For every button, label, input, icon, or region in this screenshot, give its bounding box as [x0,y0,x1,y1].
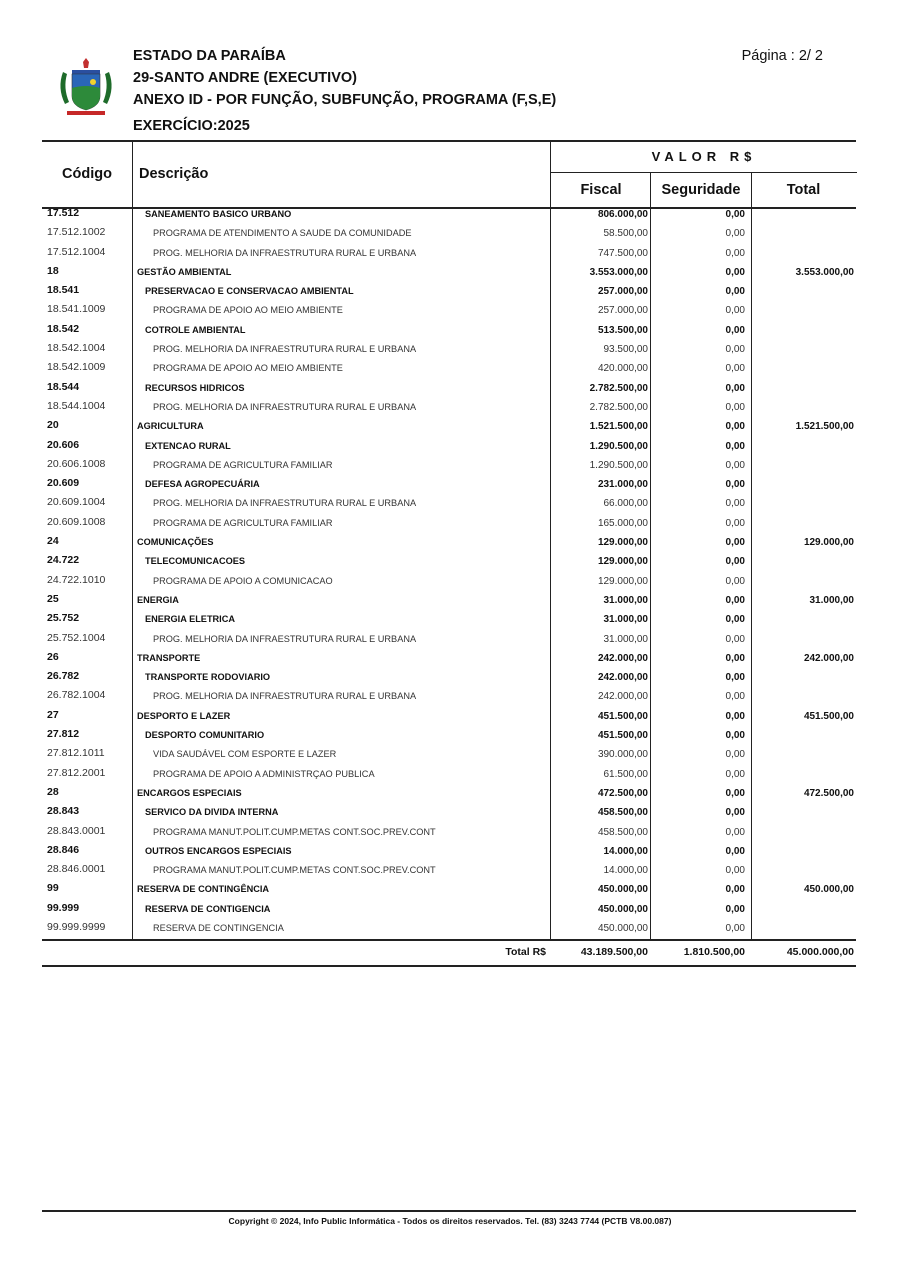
row-codigo: 26 [47,650,59,663]
row-codigo: 20.606 [47,438,80,451]
row-seguridade: 0,00 [725,344,745,356]
table-row [42,745,856,764]
row-seguridade: 0,00 [725,768,745,780]
row-total: 242.000,00 [803,652,854,664]
row-seguridade: 0,00 [725,807,745,819]
row-codigo: 18.541.1009 [47,303,106,316]
row-descricao: ENERGIA [137,594,179,605]
row-seguridade: 0,00 [725,324,745,336]
row-descricao: VIDA SAUDÁVEL COM ESPORTE E LAZER [153,749,337,760]
row-seguridade: 0,00 [725,826,745,838]
row-descricao: RESERVA DE CONTINGENCIA [153,922,284,933]
row-descricao: SANEAMENTO BASICO URBANO [145,209,292,219]
row-seguridade: 0,00 [725,517,745,529]
row-fiscal: 58.500,00 [603,228,648,240]
row-seguridade: 0,00 [725,479,745,491]
coat-of-arms-icon [55,58,117,120]
row-fiscal: 93.500,00 [603,344,648,356]
row-descricao: PROG. MELHORIA DA INFRAESTRUTURA RURAL E URBANA [153,344,417,355]
row-descricao: RECURSOS HIDRICOS [145,382,245,393]
row-seguridade: 0,00 [725,594,745,606]
table-row [42,494,856,513]
row-descricao: OUTROS ENCARGOS ESPECIAIS [145,845,292,856]
row-codigo: 28.846.0001 [47,863,106,876]
row-fiscal: 31.000,00 [603,614,648,626]
row-descricao: ENERGIA ELETRICA [145,614,236,625]
row-seguridade: 0,00 [725,710,745,722]
row-codigo: 20 [47,419,59,432]
row-codigo: 24.722.1010 [47,573,106,586]
table-row [42,456,856,475]
row-descricao: PROGRAMA MANUT.POLIT.CUMP.METAS CONT.SOC.PREV.CONT [153,826,436,837]
table-row [42,823,856,842]
table-row [42,533,856,552]
row-codigo: 18 [47,264,59,277]
table-row [42,687,856,706]
table-header [42,140,856,209]
report-title: ANEXO ID - POR FUNÇÃO, SUBFUNÇÃO, PROGRAMA (F,S,E) [133,92,557,108]
table-row [42,707,856,726]
table-row [42,379,856,398]
totals-total: 45.000.000,00 [786,946,854,958]
row-codigo: 17.512.1004 [47,245,106,258]
table-row [42,668,856,687]
row-fiscal: 1.290.500,00 [589,440,648,452]
row-descricao: DESPORTO E LAZER [137,710,231,721]
row-seguridade: 0,00 [725,401,745,413]
row-codigo: 26.782.1004 [47,689,106,702]
row-seguridade: 0,00 [725,459,745,471]
row-descricao: PROGRAMA DE ATENDIMENTO A SAUDE DA COMUNIDADE [153,228,412,239]
row-fiscal: 1.521.500,00 [589,421,648,433]
table-row [42,861,856,880]
row-fiscal: 458.500,00 [597,807,648,819]
table-row [42,321,856,340]
table-row [42,359,856,378]
table-row [42,649,856,668]
row-descricao: PROGRAMA MANUT.POLIT.CUMP.METAS CONT.SOC.PREV.CONT [153,865,436,876]
row-codigo: 17.512 [47,207,80,219]
row-descricao: DESPORTO COMUNITARIO [145,730,265,741]
row-seguridade: 0,00 [725,749,745,761]
row-fiscal: 129.000,00 [597,537,648,549]
row-seguridade: 0,00 [725,672,745,684]
column-group-valor: VALOR R$ [550,142,857,173]
row-codigo: 27 [47,708,59,721]
row-descricao: COMUNICAÇÕES [137,537,214,548]
row-seguridade: 0,00 [725,903,745,915]
totals-fiscal: 43.189.500,00 [580,946,648,958]
row-descricao: COTROLE AMBIENTAL [145,324,246,335]
row-fiscal: 129.000,00 [597,575,648,587]
totals-row [42,939,856,967]
row-codigo: 18.542 [47,322,80,335]
row-codigo: 18.544 [47,380,80,393]
table-row [42,514,856,533]
column-header-total: Total [786,182,821,198]
row-seguridade: 0,00 [725,575,745,587]
row-seguridade: 0,00 [725,884,745,896]
row-seguridade: 0,00 [725,922,745,934]
row-seguridade: 0,00 [725,266,745,278]
row-descricao: AGRICULTURA [137,421,204,432]
footer-copyright: Copyright © 2024, Info Public Informática - Todos os direitos reservados. Tel. (83) 3243 7744 (PCTB V8.00.087) [228,1216,672,1226]
row-codigo: 99.999 [47,901,80,914]
row-seguridade: 0,00 [725,537,745,549]
totals-label: Total R$ [505,946,546,958]
row-descricao: ENCARGOS ESPECIAIS [137,787,242,798]
row-descricao: PROGRAMA DE APOIO AO MEIO AMBIENTE [153,363,343,374]
row-codigo: 28 [47,785,59,798]
table-body [42,205,856,938]
row-fiscal: 420.000,00 [597,363,648,375]
row-fiscal: 2.782.500,00 [589,382,648,394]
row-seguridade: 0,00 [725,691,745,703]
row-total: 31.000,00 [809,594,854,606]
column-header-seguridade: Seguridade [650,173,752,207]
row-seguridade: 0,00 [725,209,745,220]
row-seguridade: 0,00 [725,633,745,645]
row-fiscal: 242.000,00 [597,672,648,684]
table-row [42,591,856,610]
row-seguridade: 0,00 [725,556,745,568]
table-row [42,610,856,629]
table-row [42,282,856,301]
row-codigo: 18.541 [47,284,80,297]
row-descricao: PROGRAMA DE AGRICULTURA FAMILIAR [153,459,333,470]
row-seguridade: 0,00 [725,382,745,394]
table-row [42,919,856,938]
row-descricao: SERVICO DA DIVIDA INTERNA [145,807,279,818]
row-codigo: 25.752.1004 [47,631,106,644]
table-row [42,572,856,591]
table-row [42,205,856,224]
row-codigo: 17.512.1002 [47,226,106,239]
table-row [42,784,856,803]
row-descricao: PROGRAMA DE APOIO AO MEIO AMBIENTE [153,305,343,316]
fiscal-year: EXERCÍCIO:2025 [133,118,250,134]
entity-title: 29-SANTO ANDRE (EXECUTIVO) [133,70,357,86]
column-header-codigo: Código [42,142,133,207]
table-row [42,880,856,899]
row-codigo: 26.782 [47,670,80,683]
table-row [42,224,856,243]
row-seguridade: 0,00 [725,305,745,317]
row-codigo: 20.609.1008 [47,515,106,528]
row-codigo: 99.999.9999 [47,920,106,933]
row-fiscal: 2.782.500,00 [589,401,648,413]
row-fiscal: 472.500,00 [597,787,648,799]
row-fiscal: 390.000,00 [597,749,648,761]
row-total: 3.553.000,00 [795,266,854,278]
table-row [42,398,856,417]
state-title: ESTADO DA PARAÍBA [133,48,286,64]
row-codigo: 24.722 [47,554,80,567]
row-seguridade: 0,00 [725,614,745,626]
table-row [42,726,856,745]
row-codigo: 28.843 [47,805,80,818]
row-descricao: EXTENCAO RURAL [145,440,231,451]
row-descricao: PROG. MELHORIA DA INFRAESTRUTURA RURAL E URBANA [153,401,417,412]
row-descricao: DEFESA AGROPECUÁRIA [145,479,260,490]
table-row [42,552,856,571]
row-codigo: 18.542.1004 [47,342,106,355]
row-fiscal: 806.000,00 [597,209,648,220]
row-total: 1.521.500,00 [795,421,854,433]
row-fiscal: 61.500,00 [603,768,648,780]
row-fiscal: 747.500,00 [597,247,648,259]
table-row [42,900,856,919]
table-row [42,475,856,494]
row-codigo: 27.812 [47,728,80,741]
table-row [42,803,856,822]
row-fiscal: 231.000,00 [597,479,648,491]
row-fiscal: 14.000,00 [603,865,648,877]
row-descricao: PROG. MELHORIA DA INFRAESTRUTURA RURAL E URBANA [153,247,417,258]
row-codigo: 99 [47,882,59,895]
table-row [42,765,856,784]
row-descricao: PROG. MELHORIA DA INFRAESTRUTURA RURAL E URBANA [153,691,417,702]
row-fiscal: 14.000,00 [603,845,648,857]
row-codigo: 24 [47,535,59,548]
row-fiscal: 450.000,00 [597,922,648,934]
row-fiscal: 451.500,00 [597,710,648,722]
row-fiscal: 450.000,00 [597,884,648,896]
row-fiscal: 513.500,00 [597,324,648,336]
row-codigo: 28.843.0001 [47,824,106,837]
row-seguridade: 0,00 [725,247,745,259]
table-row [42,301,856,320]
row-codigo: 27.812.2001 [47,766,106,779]
row-seguridade: 0,00 [725,228,745,240]
table-row [42,244,856,263]
page-indicator: Página : 2/ 2 [741,48,823,64]
row-total: 451.500,00 [803,710,854,722]
column-header-descricao: Descrição [139,166,209,182]
row-descricao: RESERVA DE CONTINGÊNCIA [137,884,270,895]
row-fiscal: 31.000,00 [603,594,648,606]
row-codigo: 18.544.1004 [47,399,106,412]
row-total: 450.000,00 [803,884,854,896]
row-fiscal: 242.000,00 [597,691,648,703]
table-row [42,437,856,456]
row-seguridade: 0,00 [725,498,745,510]
row-codigo: 25.752 [47,612,80,625]
row-fiscal: 3.553.000,00 [589,266,648,278]
row-seguridade: 0,00 [725,787,745,799]
table-row [42,842,856,861]
row-codigo: 20.609.1004 [47,496,106,509]
row-fiscal: 1.290.500,00 [589,459,648,471]
row-descricao: RESERVA DE CONTIGENCIA [145,903,271,914]
row-seguridade: 0,00 [725,440,745,452]
row-descricao: TELECOMUNICACOES [145,556,246,567]
totals-seguridade: 1.810.500,00 [683,946,745,958]
table-row [42,263,856,282]
row-seguridade: 0,00 [725,421,745,433]
row-fiscal: 31.000,00 [603,633,648,645]
row-fiscal: 66.000,00 [603,498,648,510]
row-descricao: PROGRAMA DE APOIO A COMUNICACAO [153,575,333,586]
row-fiscal: 257.000,00 [597,286,648,298]
column-header-fiscal: Fiscal [550,173,651,207]
row-seguridade: 0,00 [725,865,745,877]
row-fiscal: 257.000,00 [597,305,648,317]
row-fiscal: 450.000,00 [597,903,648,915]
row-total: 129.000,00 [803,537,854,549]
row-codigo: 28.846 [47,843,80,856]
row-descricao: GESTÃO AMBIENTAL [137,266,232,277]
row-descricao: TRANSPORTE [137,652,201,663]
row-codigo: 27.812.1011 [47,747,105,760]
table-row [42,340,856,359]
row-descricao: TRANSPORTE RODOVIARIO [145,672,271,683]
row-seguridade: 0,00 [725,652,745,664]
row-total: 472.500,00 [803,787,854,799]
row-descricao: PRESERVACAO E CONSERVACAO AMBIENTAL [145,286,354,297]
row-fiscal: 451.500,00 [597,730,648,742]
row-fiscal: 242.000,00 [597,652,648,664]
row-descricao: PROGRAMA DE APOIO A ADMINISTRÇAO PUBLICA [153,768,375,779]
row-codigo: 25 [47,592,59,605]
row-fiscal: 129.000,00 [597,556,648,568]
row-seguridade: 0,00 [725,730,745,742]
row-codigo: 20.606.1008 [47,457,106,470]
table-row [42,630,856,649]
row-fiscal: 165.000,00 [597,517,648,529]
table-row [42,417,856,436]
row-descricao: PROG. MELHORIA DA INFRAESTRUTURA RURAL E URBANA [153,498,417,509]
row-codigo: 18.542.1009 [47,361,106,374]
row-seguridade: 0,00 [725,363,745,375]
row-descricao: PROGRAMA DE AGRICULTURA FAMILIAR [153,517,333,528]
row-seguridade: 0,00 [725,286,745,298]
row-fiscal: 458.500,00 [597,826,648,838]
footer-divider [42,1210,856,1212]
row-seguridade: 0,00 [725,845,745,857]
row-codigo: 20.609 [47,477,80,490]
row-descricao: PROG. MELHORIA DA INFRAESTRUTURA RURAL E URBANA [153,633,417,644]
